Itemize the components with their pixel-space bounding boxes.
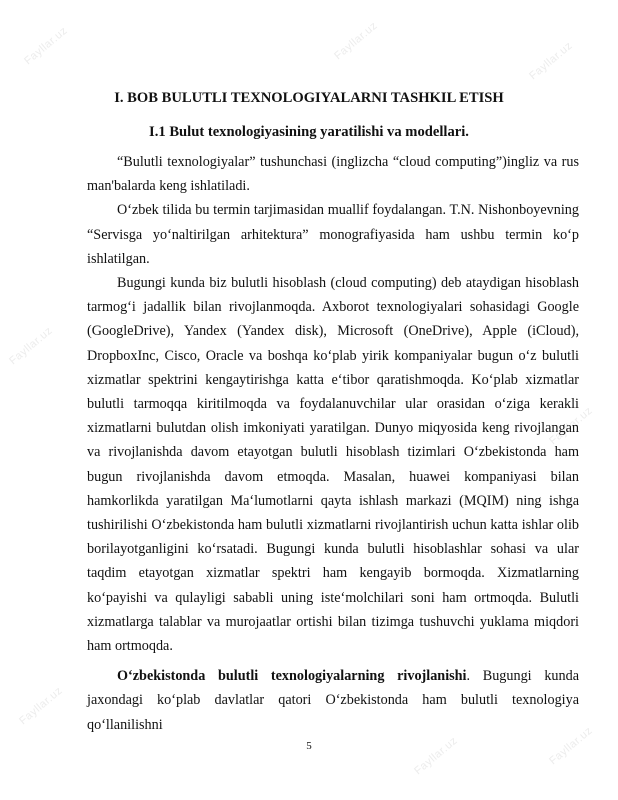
watermark: Fayllar.uz <box>547 404 595 448</box>
watermark: Fayllar.uz <box>22 24 70 68</box>
paragraph: “Bulutli texnologiyalar” tushunchasi (inglizcha “cloud computing”)ingliz va rus man'balarda keng ishlatiladi. <box>87 154 579 195</box>
page-number: 5 <box>306 740 312 752</box>
watermark: Fayllar.uz <box>527 39 575 83</box>
paragraph <box>87 664 579 737</box>
chapter-title: I. BOB BULUTLI TEXNOLOGIYALARNI TASHKIL ETISH <box>114 90 504 106</box>
watermark: Fayllar.uz <box>412 734 460 778</box>
paragraph: Bugungi kunda biz bulutli hisoblash (cloud computing) deb ataydigan hisoblash tarmog‘i jadallik bilan rivojlanmoqda. Axborot texnologiyalari sohasidagi Google (GoogleDrive), Yandex (Yandex disk), Microsoft (OneDrive), Apple (iCloud), DropboxInc, Cisco, Oracle va boshqa ko‘plab yirik kompaniyalar bugun o‘z bulutli xizmatlar spektrini kengaytirishga katta e‘tibor qaratishmoqda. Ko‘plab xizmatlar bulutli tarmoqqa kiritilmoqda va foydalanuvchilar ular orasidan o‘ziga kerakli xizmatlarni bulutdan olish imkoniyati yaratilgan. Dunyo miqyosida keng rivojlangan va rivojlanishda davom etayotgan bulutli hisoblash tizimlari O‘zbekistonda ham bugun rivojlanishda davom etmoqda. Masalan, huawei kompaniyasi bilan hamkorlikda yaratilgan Ma‘lumotlarni qayta ishlash markazi (MQIM) ning ishga tushirilishi O‘zbekistonda ham bulutli xizmatlarni rivojlantirish uchun katta ishlar olib borilayotganligini ko‘rsatadi. Bugungi kunda bulutli hisoblashlar sohasi va ular taqdim etayotgan xizmatlar spektri ham kengayib bormoqda. Xizmatlarning ko‘payishi va qulayligi sababli uning iste‘molchilari soni ham ortmoqda. Bulutli xizmatlarga talablar va murojaatlar ortishi bilan tizimga tushuvchi yuklama miqdori ham ortmoqda. <box>87 275 579 655</box>
paragraph-text: . Bugungi kunda jaxondagi ko‘plab davlatlar qatori O‘zbekistonda ham bulutli texnologiya qo‘llanilishni <box>87 668 579 733</box>
watermark: Fayllar.uz <box>332 19 380 63</box>
watermark: Fayllar.uz <box>547 724 595 768</box>
watermark: Fayllar.uz <box>7 324 55 368</box>
paragraph: O‘zbek tilida bu termin tarjimasidan muallif foydalangan. T.N. Nishonboyevning “Servisga yo‘naltirilgan arhitektura” monografiyasida ham ushbu termin ko‘p ishlatilgan. <box>87 202 579 267</box>
section-title: I.1 Bulut texnologiyasining yaratilishi va modellari. <box>149 124 469 140</box>
paragraph-heading: O‘zbekistonda bulutli texnologiyalarning rivojlanishi <box>117 668 467 685</box>
watermark: Fayllar.uz <box>17 684 65 728</box>
body-text <box>87 150 579 737</box>
